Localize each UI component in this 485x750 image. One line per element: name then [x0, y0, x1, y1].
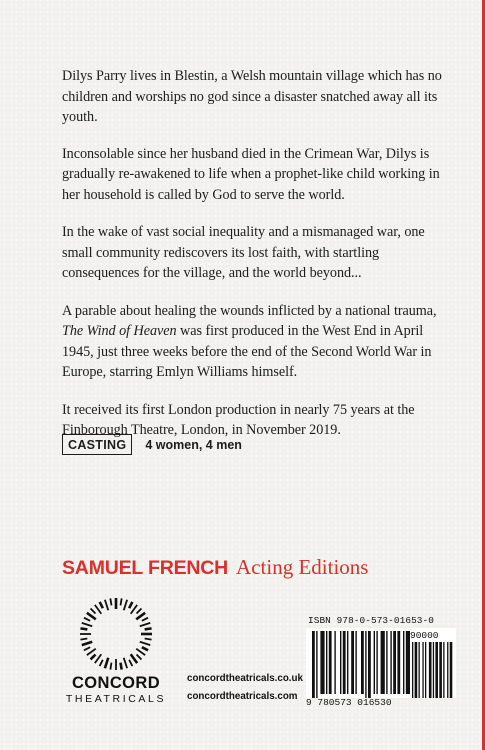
barcode-addon-bar [450, 642, 453, 698]
barcode-bar [368, 631, 371, 698]
logo-stroke [82, 623, 92, 626]
barcode-addon-bar [415, 642, 418, 698]
barcode-addon-bar [447, 642, 448, 698]
logo-stroke [91, 655, 96, 660]
barcode-bar [390, 631, 391, 694]
barcode-bar [334, 631, 335, 694]
website-link-com[interactable]: concordtheatricals.com [187, 691, 298, 702]
logo-stroke [137, 655, 142, 660]
logo-stroke [110, 663, 111, 670]
barcode-addon-bar [422, 642, 423, 698]
barcode-bar [340, 631, 341, 694]
barcode-addon-bar [429, 642, 432, 698]
blurb-paragraph-4-start: A parable about healing the wounds inflicted by a national trauma, [62, 302, 437, 319]
blurb-paragraph-1: Dilys Parry lives in Blestin, a Welsh mountain village which has no children and worships no god since a disaster snatched away all its youth. [62, 68, 442, 125]
logo-stroke [80, 628, 87, 629]
barcode-bar [376, 631, 377, 694]
logo-stroke [145, 628, 152, 629]
barcode-bar [347, 631, 348, 694]
barcode-bar [312, 631, 315, 698]
logo-stroke [124, 600, 127, 610]
barcode-bar [381, 631, 385, 694]
blurb-paragraph-2: Inconsolable since her husband died in the Crimean War, Dilys is gradually re-awakened to life when a prophet-like child working in her household is called by God to serve the world. [62, 145, 440, 203]
logo-stroke [137, 609, 142, 614]
blurb-paragraph-5: It received its first London production in nearly 75 years at the Finborough Theatre, London, in November 2019. [62, 401, 415, 438]
barcode-bar [355, 631, 356, 694]
logo-stroke [105, 600, 108, 610]
brand-name-line-2: THEATRICALS [65, 693, 167, 705]
logo-stroke [84, 618, 90, 621]
barcode-ean-digits: 9 780573 016530 [306, 697, 392, 708]
logo-stroke [91, 609, 96, 614]
concord-logo [62, 596, 170, 706]
logo-stroke [80, 639, 87, 640]
barcode-bar [397, 631, 400, 694]
barcode-bar [386, 631, 387, 694]
publisher-series: Acting Editions [236, 555, 369, 579]
logo-stroke [142, 647, 148, 650]
casting-info [62, 434, 242, 455]
logo-stroke [124, 658, 127, 668]
isbn-text: ISBN 978-0-573-01653-0 [308, 615, 434, 626]
logo-stroke [100, 660, 103, 666]
casting-label: CASTING [62, 434, 132, 455]
barcode-addon-bar [412, 642, 413, 698]
isbn-barcode [306, 615, 456, 715]
barcode-bar [351, 631, 354, 694]
barcode-bar [374, 631, 375, 694]
barcode-addon-bar [419, 642, 420, 698]
website-link-uk[interactable]: concordtheatricals.co.uk [187, 673, 303, 684]
logo-stroke [140, 623, 150, 626]
barcode-bar [320, 631, 324, 694]
barcode-addon-digits: 90000 [410, 630, 439, 641]
barcode-bar [365, 631, 366, 698]
logo-stroke [145, 639, 152, 640]
barcode-addon-bar [425, 642, 426, 698]
logo-stroke [129, 602, 132, 608]
barcode-bar [343, 631, 346, 694]
logo-stroke [121, 663, 122, 670]
publisher-line [62, 555, 368, 580]
barcode-addon-bar [433, 642, 434, 698]
blurb-paragraph-3: In the wake of vast social inequality and a mismanaged war, one small community rediscovers its lost faith, with startling consequences for the village, and the world beyond... [62, 224, 425, 281]
barcode-bar [316, 631, 317, 698]
concord-radial-lines-icon [78, 596, 154, 672]
barcode-addon-bar [443, 642, 444, 698]
barcode-bar [329, 631, 332, 694]
barcode-bar [361, 631, 364, 694]
logo-stroke [136, 649, 145, 655]
logo-stroke [100, 602, 103, 608]
casting-value: 4 women, 4 men [145, 437, 242, 452]
brand-name-line-1: CONCORD [71, 674, 161, 692]
blurb-paragraph-4 [62, 301, 442, 383]
website-links [187, 670, 303, 706]
barcode-bar [326, 631, 327, 694]
logo-stroke [131, 654, 137, 663]
blurb-text [62, 66, 442, 457]
barcode-bar [393, 631, 396, 694]
logo-stroke [110, 598, 111, 605]
publisher-name: SAMUEL FRENCH [62, 557, 229, 579]
logo-stroke [105, 658, 108, 668]
play-title: The Wind of Heaven [62, 323, 177, 339]
barcode-addon-bar [435, 642, 438, 698]
logo-stroke [136, 613, 145, 619]
barcode-addon-bar [439, 642, 442, 698]
blurb-paragraph-4-end: was first produced in the West End in April 1945, just three weeks before the end of the Second World War in Europe, starring Emlyn Williams himself. [62, 323, 432, 380]
logo-stroke [140, 642, 150, 645]
logo-stroke [121, 598, 122, 605]
logo-stroke [142, 618, 148, 621]
logo-stroke [82, 642, 92, 645]
logo-stroke [131, 605, 137, 614]
barcode-bar [403, 631, 404, 694]
logo-stroke [95, 605, 101, 614]
logo-stroke [129, 660, 132, 666]
logo-stroke [87, 613, 96, 619]
logo-stroke [84, 647, 90, 650]
